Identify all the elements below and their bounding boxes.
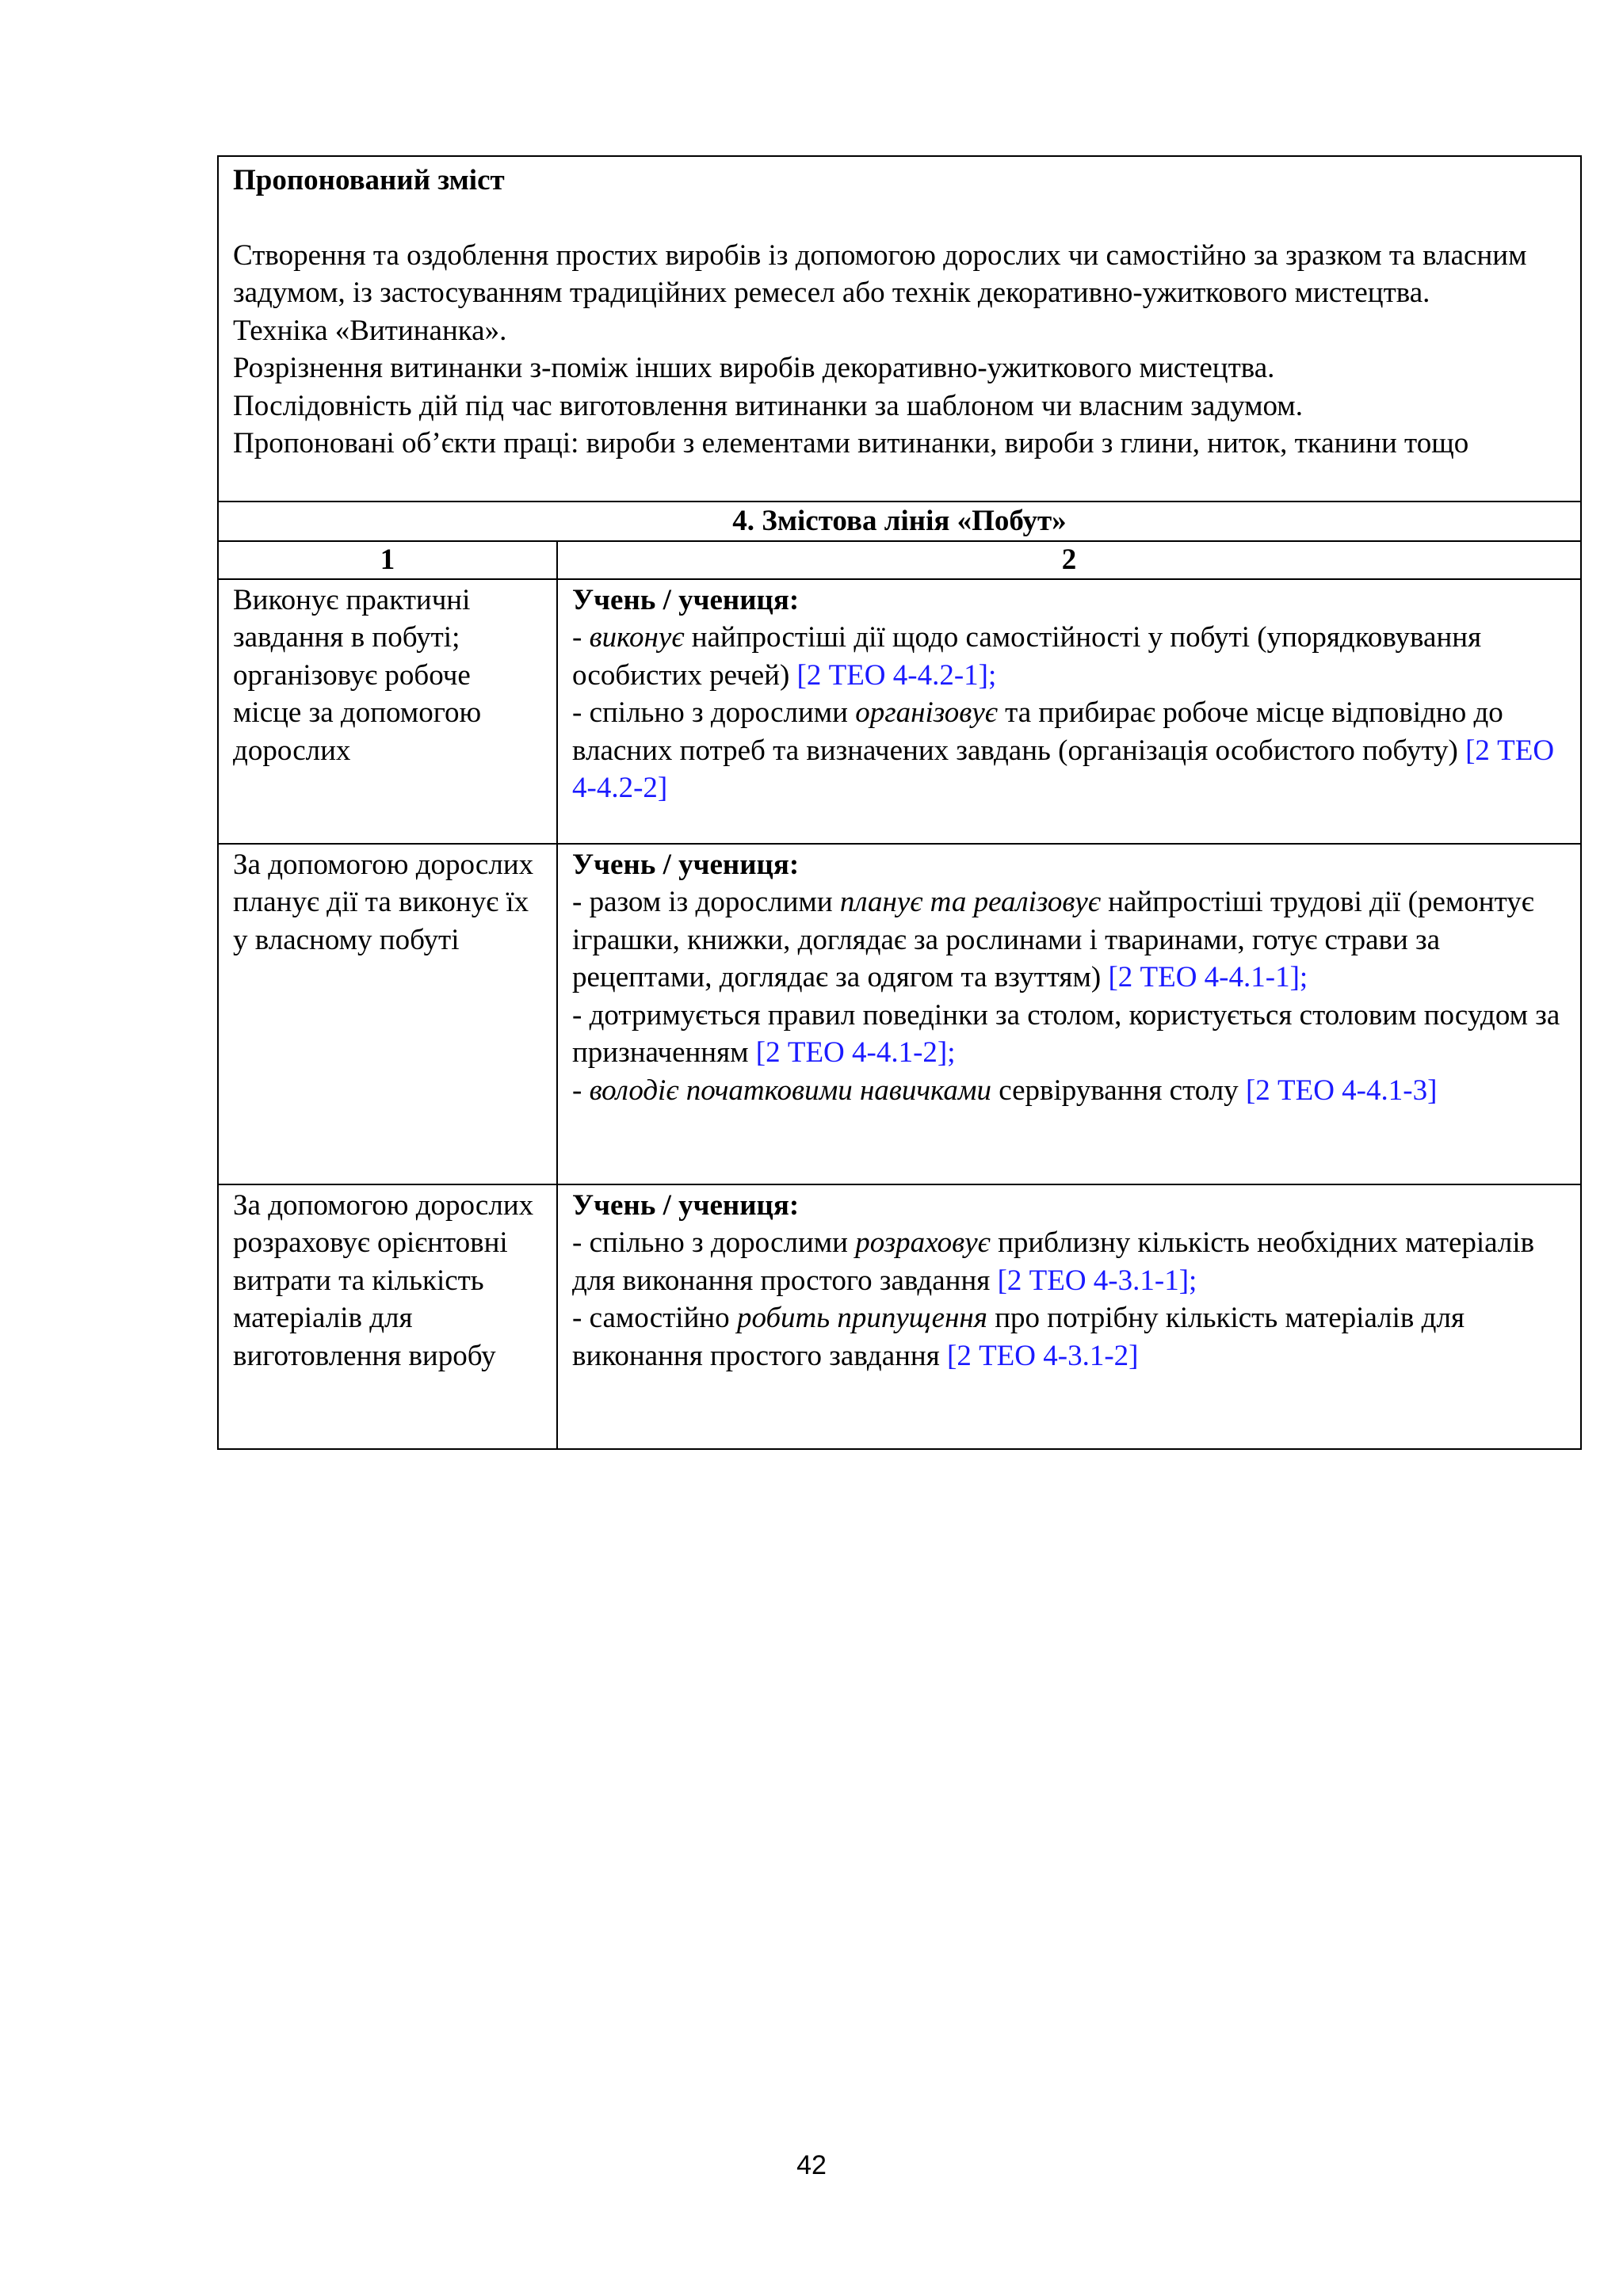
detail-item: - спільно з дорослими розраховує приблизну кількість необхідних матеріалів для виконання простого завдання [2 ТЕО 4-3.1-1];: [572, 1226, 1535, 1297]
table-row: [218, 1184, 1581, 1449]
detail-item: - спільно з дорослими організовує та прибирає робоче місце відповідно до власних потреб та визначених завдань (організація особистого побуту) [2 ТЕО 4-4.2-2]: [572, 696, 1555, 804]
intro-paragraph: Пропоновані об’єкти праці: вироби з елементами витинанки, вироби з глини, ниток, тканини тощо: [233, 427, 1469, 460]
pupil-label: Учень / учениця:: [572, 1188, 800, 1222]
section-header-row: [218, 502, 1581, 541]
section-title: 4. Змістова лінія «Побут»: [218, 502, 1581, 541]
outcome-cell: За допомогою дорослих планує дії та виконує їх у власному побуті: [218, 844, 557, 1184]
pupil-label: Учень / учениця:: [572, 583, 800, 616]
document-page: [217, 155, 1580, 1450]
intro-title: Пропонований зміст: [233, 164, 505, 196]
detail-cell: [557, 844, 1581, 1184]
table-row: [218, 844, 1581, 1184]
detail-item: - разом із дорослими планує та реалізовує найпростіші трудові дії (ремонтує іграшки, книжки, доглядає за рослинами і тваринами, готує страви за рецептами, доглядає за одягом та взуттям) [2 ТЕО 4-4.1-1];: [572, 886, 1534, 994]
detail-item: - дотримується правил поведінки за столом, користується столовим посудом за призначенням [2 ТЕО 4-4.1-2];: [572, 998, 1560, 1069]
intro-paragraph: Створення та оздоблення простих виробів із допомогою дорослих чи самостійно за зразком та власним задумом, із застосуванням традиційних ремесел або технік декоративно-ужиткового мистецтва.: [233, 238, 1527, 309]
outcome-cell: За допомогою дорослих розраховує орієнтовні витрати та кількість матеріалів для виготовлення виробу: [218, 1184, 557, 1449]
reference-code: [2 ТЕО 4-4.1-2]: [755, 1036, 948, 1069]
detail-cell: [557, 579, 1581, 844]
curriculum-table: [217, 155, 1582, 1450]
reference-code: [2 ТЕО 4-4.2-2]: [572, 734, 1555, 804]
reference-code: [2 ТЕО 4-3.1-1]: [997, 1264, 1190, 1297]
detail-cell: [557, 1184, 1581, 1449]
detail-item: - виконує найпростіші дії щодо самостійності у побуті (упорядковування особистих речей) [2 ТЕО 4-4.2-1];: [572, 621, 1482, 692]
intro-paragraph: Послідовність дій під час виготовлення витинанки за шаблоном чи власним задумом.: [233, 389, 1303, 422]
pupil-label: Учень / учениця:: [572, 848, 800, 881]
detail-item: - самостійно робить припущення про потрібну кількість матеріалів для виконання простого завдання [2 ТЕО 4-3.1-2]: [572, 1302, 1465, 1372]
reference-code: [2 ТЕО 4-4.1-1]: [1108, 961, 1300, 994]
detail-item: - володіє початковими навичками сервірування столу [2 ТЕО 4-4.1-3]: [572, 1074, 1438, 1107]
intro-paragraph: Розрізнення витинанки з-поміж інших виробів декоративно-ужиткового мистецтва.: [233, 352, 1275, 384]
column-number-1: 1: [218, 541, 557, 579]
reference-code: [2 ТЕО 4-4.2-1]: [796, 658, 988, 692]
intro-paragraph: Техніка «Витинанка».: [233, 314, 507, 347]
column-number-2: 2: [557, 541, 1581, 579]
intro-cell: [218, 156, 1581, 502]
intro-row: [218, 156, 1581, 502]
reference-code: [2 ТЕО 4-4.1-3]: [1245, 1074, 1438, 1107]
page-number: 42: [796, 2150, 827, 2180]
outcome-cell: Виконує практичні завдання в побуті; організовує робоче місце за допомогою дорослих: [218, 579, 557, 844]
table-row: [218, 579, 1581, 844]
column-number-row: [218, 541, 1581, 579]
reference-code: [2 ТЕО 4-3.1-2]: [947, 1339, 1139, 1372]
